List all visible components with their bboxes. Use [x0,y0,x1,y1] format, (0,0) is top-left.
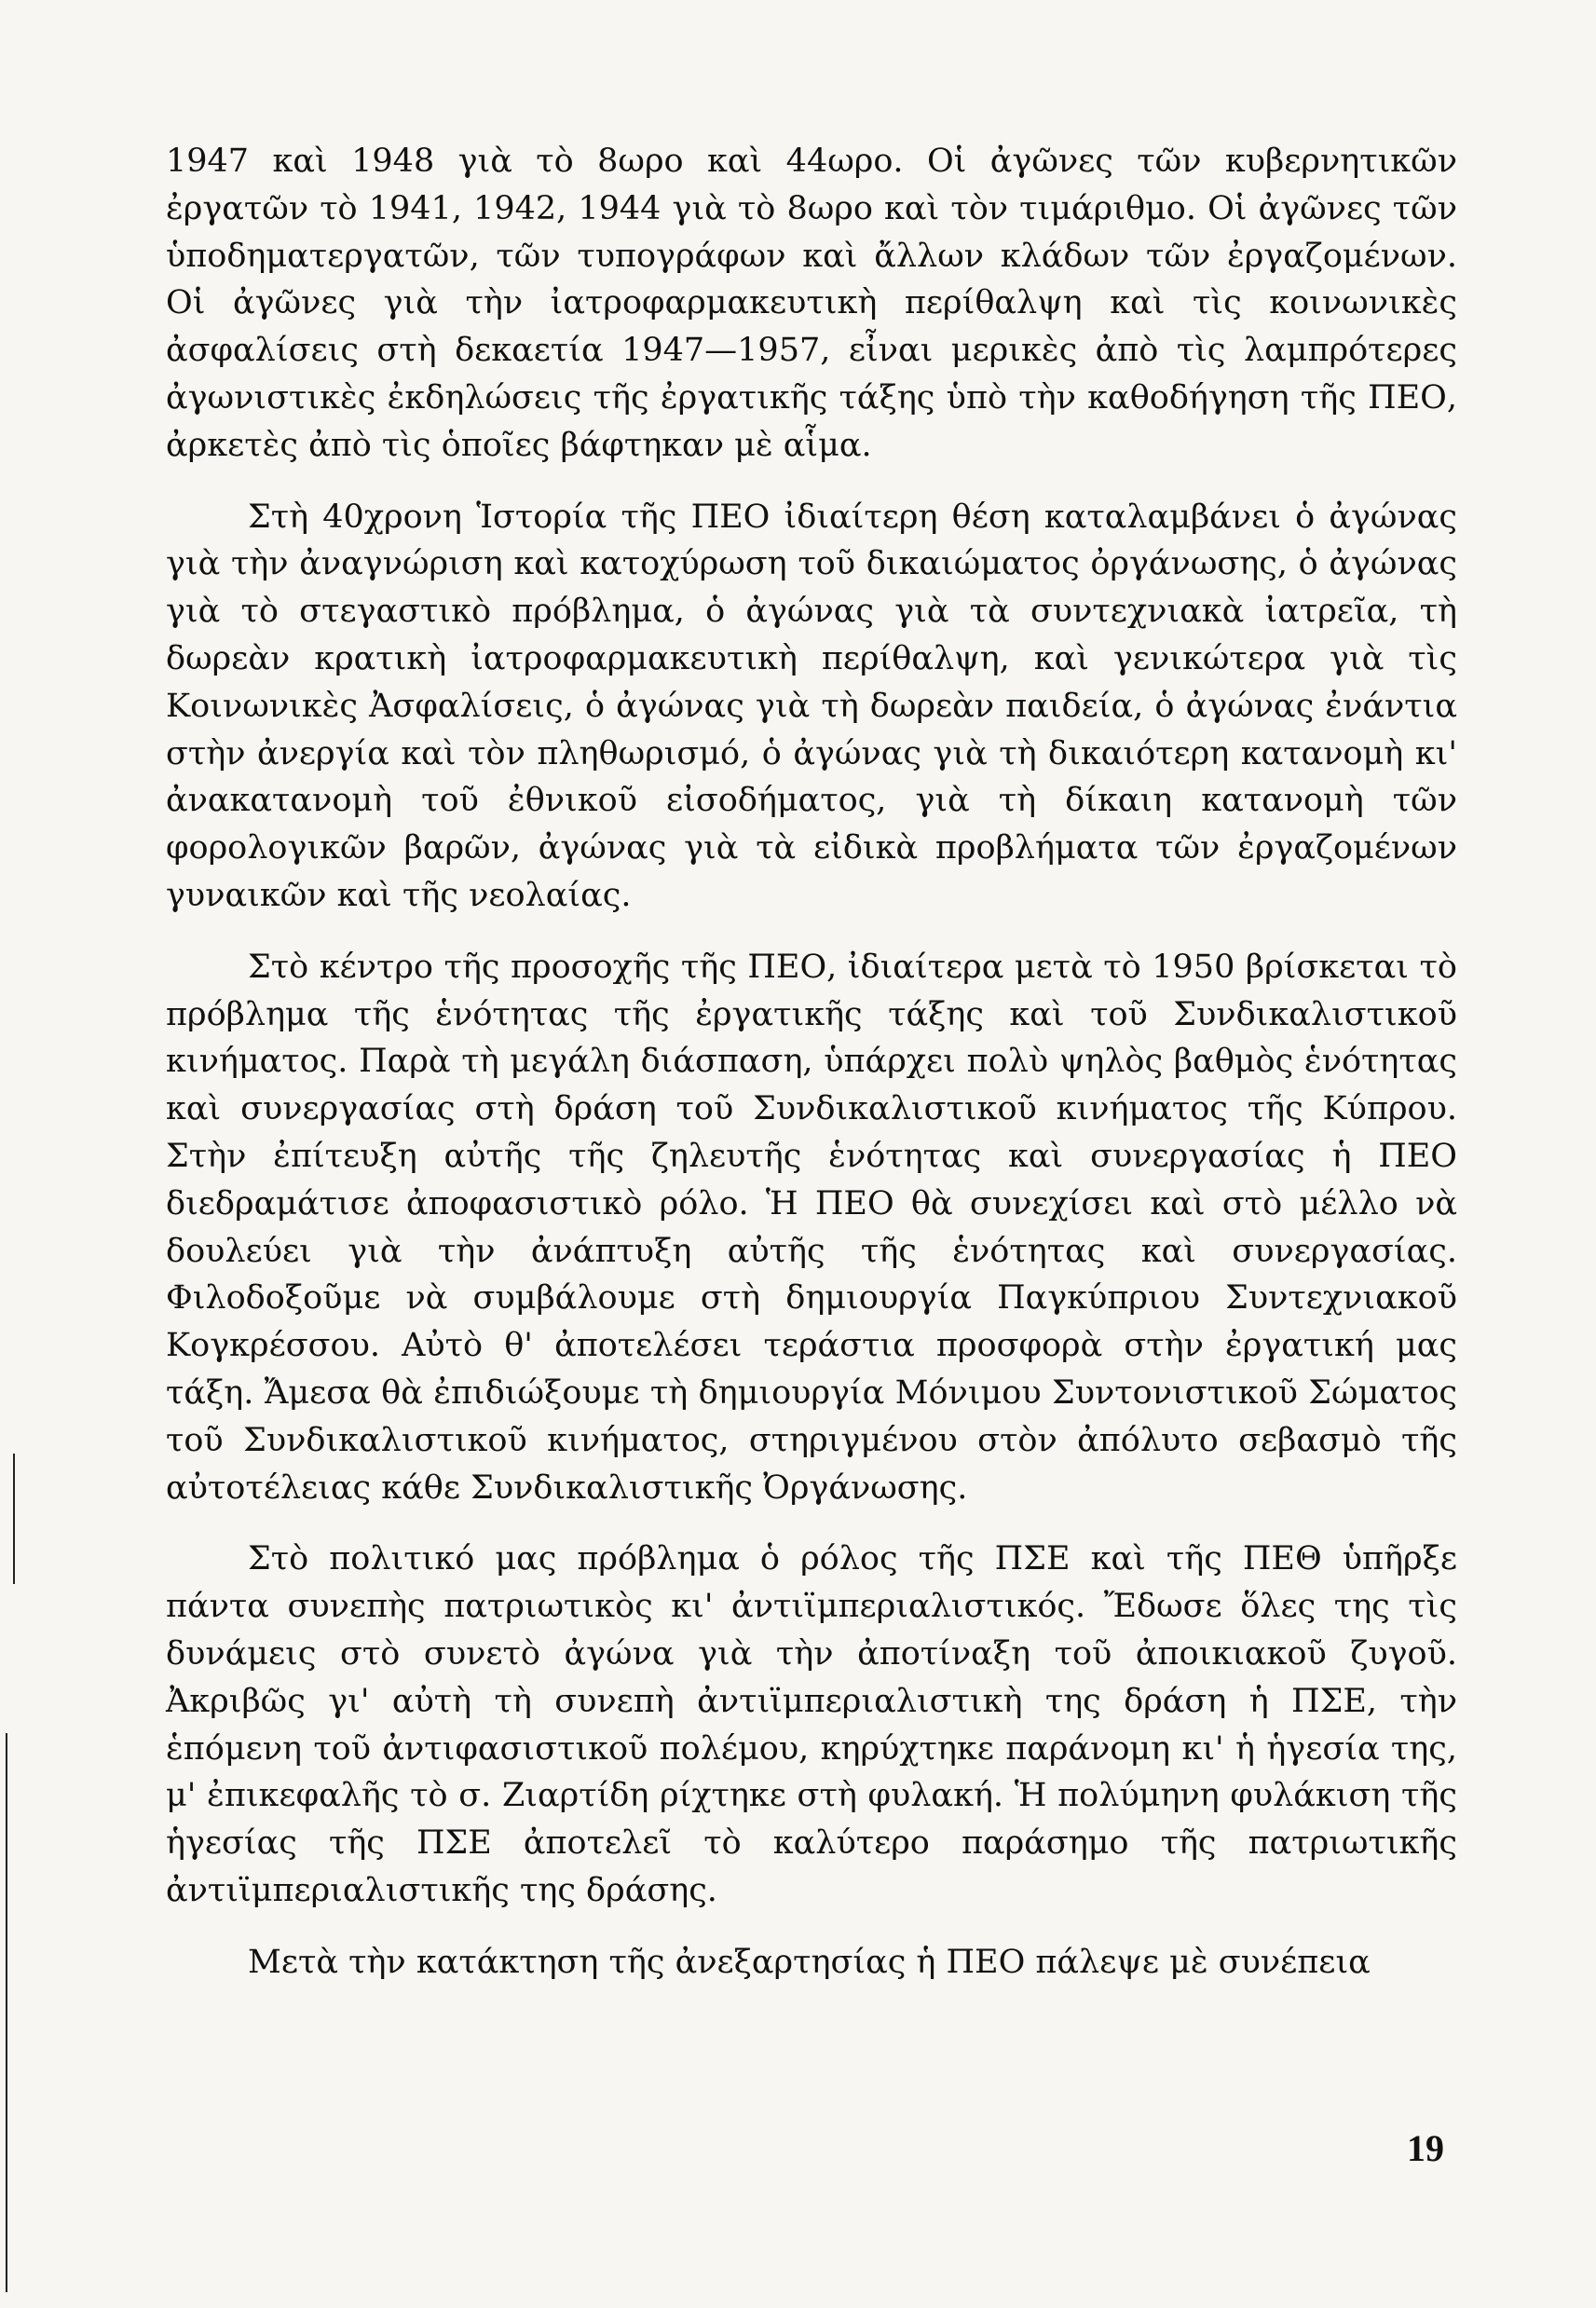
scan-edge-mark [13,1454,15,1584]
paragraph-4: Στὸ πολιτικό μας πρόβλημα ὁ ρόλος τῆς ΠΣΕ καὶ τῆς ΠΕΘ ὑπῆρξε πάντα συνεπὴς πατριωτικὸς κι' ἀντιϊμπεριαλιστικός. Ἔδωσε ὅλες της τὶς δυνάμεις στὸ συνετὸ ἀγώνα γιὰ τὴν ἀποτίναξη τοῦ ἀποικιακοῦ ζυγοῦ. Ἀκριβῶς γι' αὐτὴ τὴ συνεπὴ ἀντιϊμπεριαλιστικὴ της δράση ἡ ΠΣΕ, τὴν ἑπόμενη τοῦ ἀντιφασιστικοῦ πολέμου, κηρύχτηκε παράνομη κι' ἡ ἡγεσία της, μ' ἐπικεφαλῆς τὸ σ. Ζιαρτίδη ρίχτηκε στὴ φυλακή. Ἡ πολύμηνη φυλάκιση τῆς ἡγεσίας τῆς ΠΣΕ ἀποτελεῖ τὸ καλύτερο παράσημο τῆς πατριωτικῆς ἀντιϊμπεριαλιστικῆς της δράσης. [166,1540,1457,1909]
page-body [166,138,1457,2010]
page-number: 19 [1407,2127,1444,2169]
paragraph-3: Στὸ κέντρο τῆς προσοχῆς τῆς ΠΕΟ, ἰδιαίτερα μετὰ τὸ 1950 βρίσκεται τὸ πρόβλημα τῆς ἑνότητας τῆς ἐργατικῆς τάξης καὶ τοῦ Συνδικαλιστικοῦ κινήματος. Παρὰ τὴ μεγάλη διάσπαση, ὑπάρχει πολὺ ψηλὸς βαθμὸς ἑνότητας καὶ συνεργασίας στὴ δράση τοῦ Συνδικαλιστικοῦ κινήματος τῆς Κύπρου. Στὴν ἐπίτευξη αὐτῆς τῆς ζηλευτῆς ἑνότητας καὶ συνεργασίας ἡ ΠΕΟ διεδραμάτισε ἀποφασιστικὸ ρόλο. Ἡ ΠΕΟ θὰ συνεχίσει καὶ στὸ μέλλο νὰ δουλεύει γιὰ τὴν ἀνάπτυξη αὐτῆς τῆς ἑνότητας καὶ συνεργασίας. Φιλοδοξοῦμε νὰ συμβάλουμε στὴ δημιουργία Παγκύπριου Συντεχνιακοῦ Κογκρέσσου. Αὐτὸ θ' ἀποτελέσει τεράστια προσφορὰ στὴν ἐργατική μας τάξη. Ἄμεσα θὰ ἐπιδιώξουμε τὴ δημιουργία Μόνιμου Συντονιστικοῦ Σώματος τοῦ Συνδικαλιστικοῦ κινήματος, στηριγμένου στὸν ἀπόλυτο σεβασμὸ τῆς αὐτοτέλειας κάθε Συνδικαλιστικῆς Ὀργάνωσης. [166,948,1457,1507]
paragraph-2: Στὴ 40χρονη Ἱστορία τῆς ΠΕΟ ἰδιαίτερη θέση καταλαμβάνει ὁ ἀγώνας γιὰ τὴν ἀναγνώριση καὶ κατοχύρωση τοῦ δικαιώματος ὀργάνωσης, ὁ ἀγώνας γιὰ τὸ στεγαστικὸ πρόβλημα, ὁ ἀγώνας γιὰ τὰ συντεχνιακὰ ἰατρεῖα, τὴ δωρεὰν κρατικὴ ἰατροφαρμακευτικὴ περίθαλψη, καὶ γενικώτερα γιὰ τὶς Κοινωνικὲς Ἀσφαλίσεις, ὁ ἀγώνας γιὰ τὴ δωρεὰν παιδεία, ὁ ἀγώνας ἐνάντια στὴν ἀνεργία καὶ τὸν πληθωρισμό, ὁ ἀγώνας γιὰ τὴ δικαιότερη κατανομὴ κι' ἀνακατανομὴ τοῦ ἐθνικοῦ εἰσοδήματος, γιὰ τὴ δίκαιη κατανομὴ τῶν φορολογικῶν βαρῶν, ἀγώνας γιὰ τὰ εἰδικὰ προβλήματα τῶν ἐργαζομένων γυναικῶν καὶ τῆς νεολαίας. [166,498,1457,914]
paragraph-1: 1947 καὶ 1948 γιὰ τὸ 8ωρο καὶ 44ωρο. Οἱ ἀγῶνες τῶν κυβερνητικῶν ἐργατῶν τὸ 1941, 1942, 1944 γιὰ τὸ 8ωρο καὶ τὸν τιμάριθμο. Οἱ ἀγῶνες τῶν ὑποδηματεργατῶν, τῶν τυπογράφων καὶ ἄλλων κλάδων τῶν ἐργαζομένων. Οἱ ἀγῶνες γιὰ τὴν ἰατροφαρμακευτικὴ περίθαλψη καὶ τὶς κοινωνικὲς ἀσφαλίσεις στὴ δεκαετία 1947—1957, εἶναι μερικὲς ἀπὸ τὶς λαμπρότερες ἀγωνιστικὲς ἐκδηλώσεις τῆς ἐργατικῆς τάξης ὑπὸ τὴν καθοδήγηση τῆς ΠΕΟ, ἀρκετὲς ἀπὸ τὶς ὁποῖες βάφτηκαν μὲ αἷμα. [166,143,1457,464]
scan-edge-mark [6,1733,7,2292]
paragraph-5: Μετὰ τὴν κατάκτηση τῆς ἀνεξαρτησίας ἡ ΠΕΟ πάλεψε μὲ συνέπεια [248,1943,1371,1981]
